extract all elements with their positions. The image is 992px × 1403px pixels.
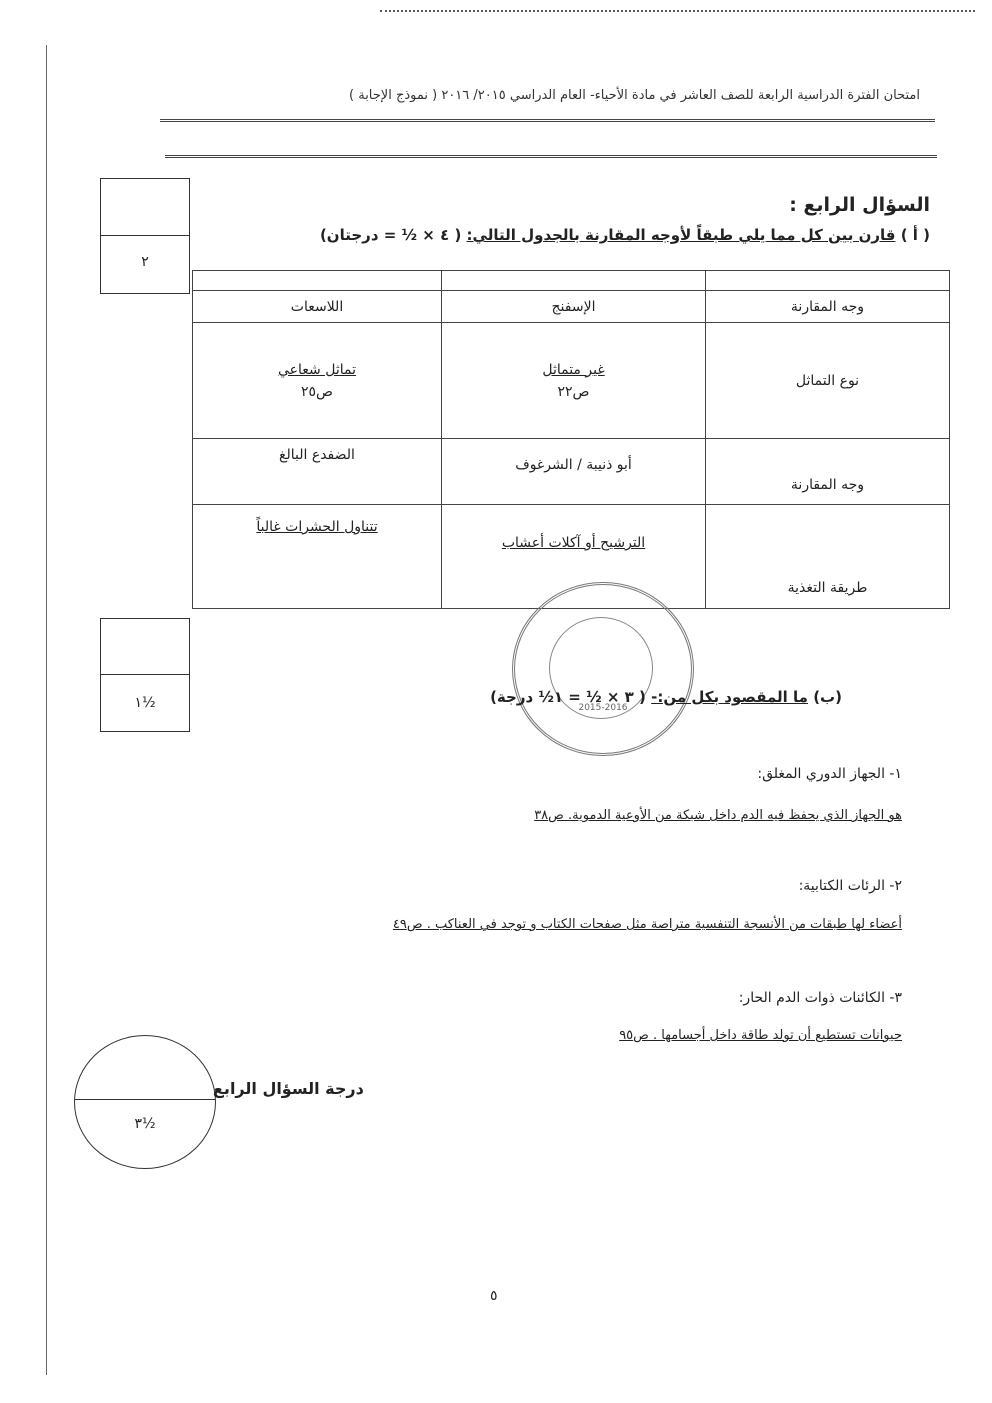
exam-header: امتحان الفترة الدراسية الرابعة للصف العاشر في مادة الأحياء- العام الدراسي ٢٠١٥/ ٢٠١٦ ( نموذج الإجابة ) [349,88,920,103]
row-aspect: طريقة التغذية [706,505,950,609]
answer-text: تتناول الحشرات غالباً [256,519,378,535]
table-blank-row [193,271,950,291]
page-ref: ص٢٥ [301,383,333,400]
table-row [193,439,950,505]
header-col1: الإسفنج [442,291,706,323]
part-b-marks: ( ٣ × ½ = ١½ درجة) [490,688,646,706]
definition-term-1: ١- الجهاز الدوري المغلق: [757,766,902,782]
definition-text-2: أعضاء لها طبقات من الأنسجة التنفسية متراصة مثل صفحات الكتاب و توجد في العناكب . ص٤٩ [392,917,902,932]
header-aspect: وجه المقارنة [706,291,950,323]
score-box-empty-cell [101,619,189,675]
part-a-score-box [100,178,190,294]
row-cell [442,439,706,505]
row-cell [193,439,442,505]
answer-text: غير متماثل [542,361,605,378]
left-margin-line [46,45,47,1375]
page-ref: ص٢٢ [557,383,590,400]
part-b-heading [490,688,842,706]
definition-text-1: هو الجهاز الذي يحفظ فيه الدم داخل شبكة من الأوعية الدموية. ص٣٨ [534,808,902,823]
top-dotted-rule [380,10,975,12]
row-cell [442,323,706,439]
score-box-empty-cell [101,179,189,236]
table-cell [706,271,950,291]
answer-text: تماثل شعاعي [278,361,356,378]
answer-text: الترشيح أو آكلات أعشاب [501,535,646,551]
page-number: ٥ [490,1288,498,1304]
row-aspect: وجه المقارنة [706,439,950,505]
official-stamp [512,582,694,756]
row-cell [193,323,442,439]
table-row [193,323,950,439]
circle-divider [75,1099,215,1100]
part-a-label: ( أ ) [900,226,930,244]
part-a-instruction: قارن بين كل مما يلي طبقاً لأوجه المقارنة بالجدول التالي: [466,226,896,244]
question-title: السؤال الرابع : [789,194,930,216]
part-a-heading [320,226,930,244]
definition-term-3: ٣- الكائنات ذوات الدم الحار: [738,990,902,1006]
table-cell [193,271,442,291]
part-a-score: ٢ [141,254,149,270]
stamp-year: 2015-2016 [578,703,628,713]
row-cell [193,505,442,609]
header-rule-lower [165,155,937,158]
total-score-circle [74,1035,216,1169]
part-b-score: ١½ [134,695,156,711]
answer-text: أبو ذنيبة / الشرغوف [515,457,632,473]
part-a-marks: ( ٤ × ½ = درجتان) [319,226,462,244]
table-cell [442,271,706,291]
part-b-score-box [100,618,190,732]
definition-term-2: ٢- الرئات الكتابية: [798,878,902,894]
answer-text: الضفدع البالغ [279,447,355,463]
row-aspect: نوع التماثل [706,323,950,439]
header-rule [160,119,935,122]
header-col2: اللاسعات [193,291,442,323]
part-b-label: (ب) [813,688,842,706]
total-score-label: درجة السؤال الرابع [213,1079,364,1098]
comparison-table [192,270,950,609]
total-score-value: ٣½ [134,1116,156,1132]
definition-text-3: حيوانات تستطيع أن تولد طاقة داخل أجسامها . ص٩٥ [619,1028,902,1043]
part-b-instruction: ما المقصود بكل من:- [651,688,808,706]
table-header-row [193,291,950,323]
